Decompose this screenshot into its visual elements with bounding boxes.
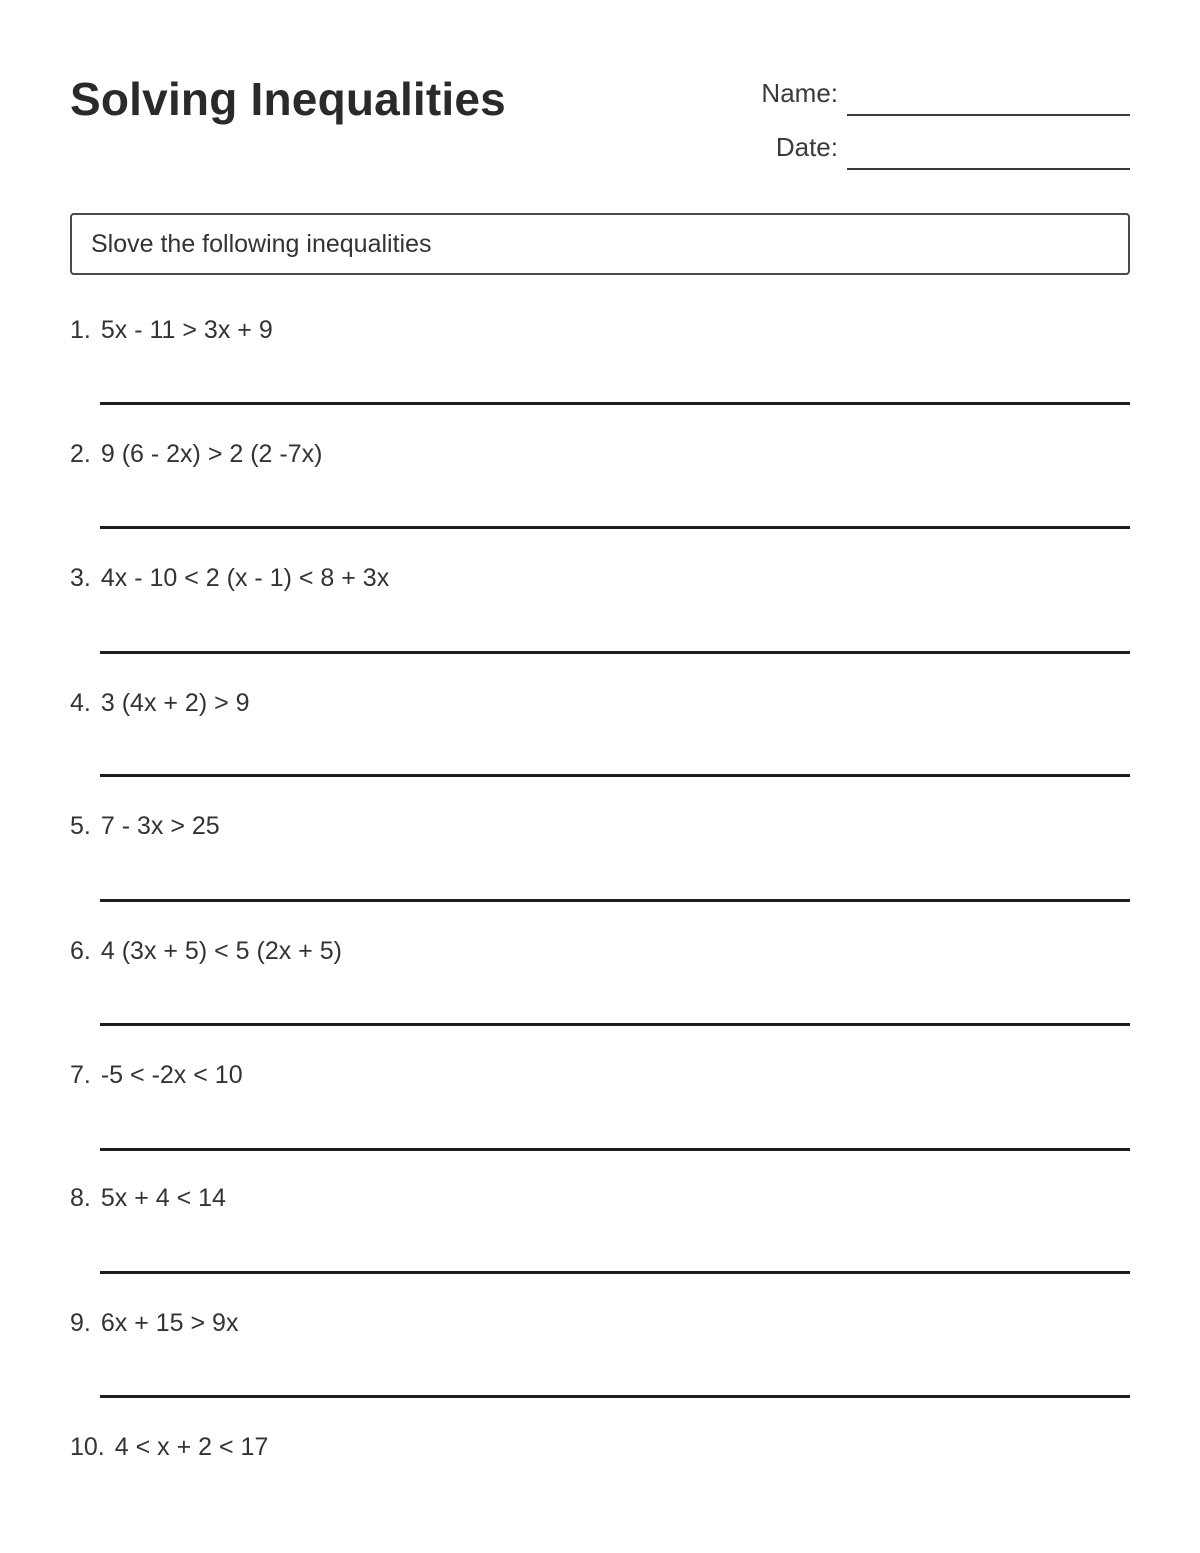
problem-text: [70, 564, 389, 593]
problem-text: [70, 1061, 243, 1090]
problem-expression: 4 < x + 2 < 17: [114, 1433, 269, 1461]
problem-text: [70, 937, 342, 966]
problem-number: 10.: [70, 1433, 105, 1461]
answer-line[interactable]: [100, 774, 1130, 777]
answer-line[interactable]: [100, 1023, 1130, 1026]
answer-line[interactable]: [100, 1271, 1130, 1274]
date-field: [700, 130, 1130, 170]
answer-line[interactable]: [100, 526, 1130, 529]
problem-number: 4.: [70, 689, 91, 717]
problem-expression: 7 - 3x > 25: [100, 812, 220, 840]
problem-number: 9.: [70, 1309, 91, 1337]
problem-number: 5.: [70, 812, 91, 840]
problem-number: 6.: [70, 937, 91, 965]
problem-number: 8.: [70, 1184, 91, 1212]
problem-item: [70, 316, 1130, 440]
problem-number: 3.: [70, 564, 91, 592]
problem-expression: 3 (4x + 2) > 9: [100, 689, 250, 717]
problem-item: [70, 1061, 1130, 1185]
problem-expression: 5x - 11 > 3x + 9: [100, 316, 273, 344]
problem-item: [70, 937, 1130, 1061]
problem-text: [70, 689, 250, 718]
problem-expression: 9 (6 - 2x) > 2 (2 -7x): [100, 440, 323, 468]
problem-item: [70, 1184, 1130, 1308]
problem-expression: 6x + 15 > 9x: [100, 1309, 239, 1337]
problem-text: [70, 1184, 226, 1213]
answer-line[interactable]: [100, 899, 1130, 902]
problem-number: 1.: [70, 316, 91, 344]
problem-text: [70, 1309, 238, 1338]
answer-line[interactable]: [100, 1395, 1130, 1398]
problem-text: [70, 812, 220, 841]
answer-line[interactable]: [100, 1148, 1130, 1151]
problem-item: [70, 440, 1130, 564]
problem-expression: -5 < -2x < 10: [100, 1061, 243, 1089]
worksheet-title: Solving Inequalities: [70, 73, 506, 125]
problem-number: 2.: [70, 440, 91, 468]
answer-line[interactable]: [100, 651, 1130, 654]
problem-number: 7.: [70, 1061, 91, 1089]
name-blank-line[interactable]: [847, 114, 1130, 116]
problem-expression: 4x - 10 < 2 (x - 1) < 8 + 3x: [100, 564, 390, 592]
problem-text: [70, 1433, 268, 1462]
date-label: Date:: [775, 132, 838, 162]
answer-line[interactable]: [100, 402, 1130, 405]
problem-text: [70, 440, 322, 469]
problem-text: [70, 316, 273, 345]
problem-expression: 4 (3x + 5) < 5 (2x + 5): [100, 937, 342, 965]
problem-item: [70, 812, 1130, 936]
date-blank-line[interactable]: [847, 168, 1130, 170]
instructions-box: Slove the following inequalities: [70, 213, 1130, 275]
name-label: Name:: [761, 78, 838, 108]
problem-item: [70, 1309, 1130, 1433]
name-field: [700, 76, 1130, 116]
problem-item: [70, 564, 1130, 688]
problem-item: [70, 689, 1130, 813]
problem-expression: 5x + 4 < 14: [100, 1184, 226, 1212]
problem-item: [70, 1433, 1130, 1553]
